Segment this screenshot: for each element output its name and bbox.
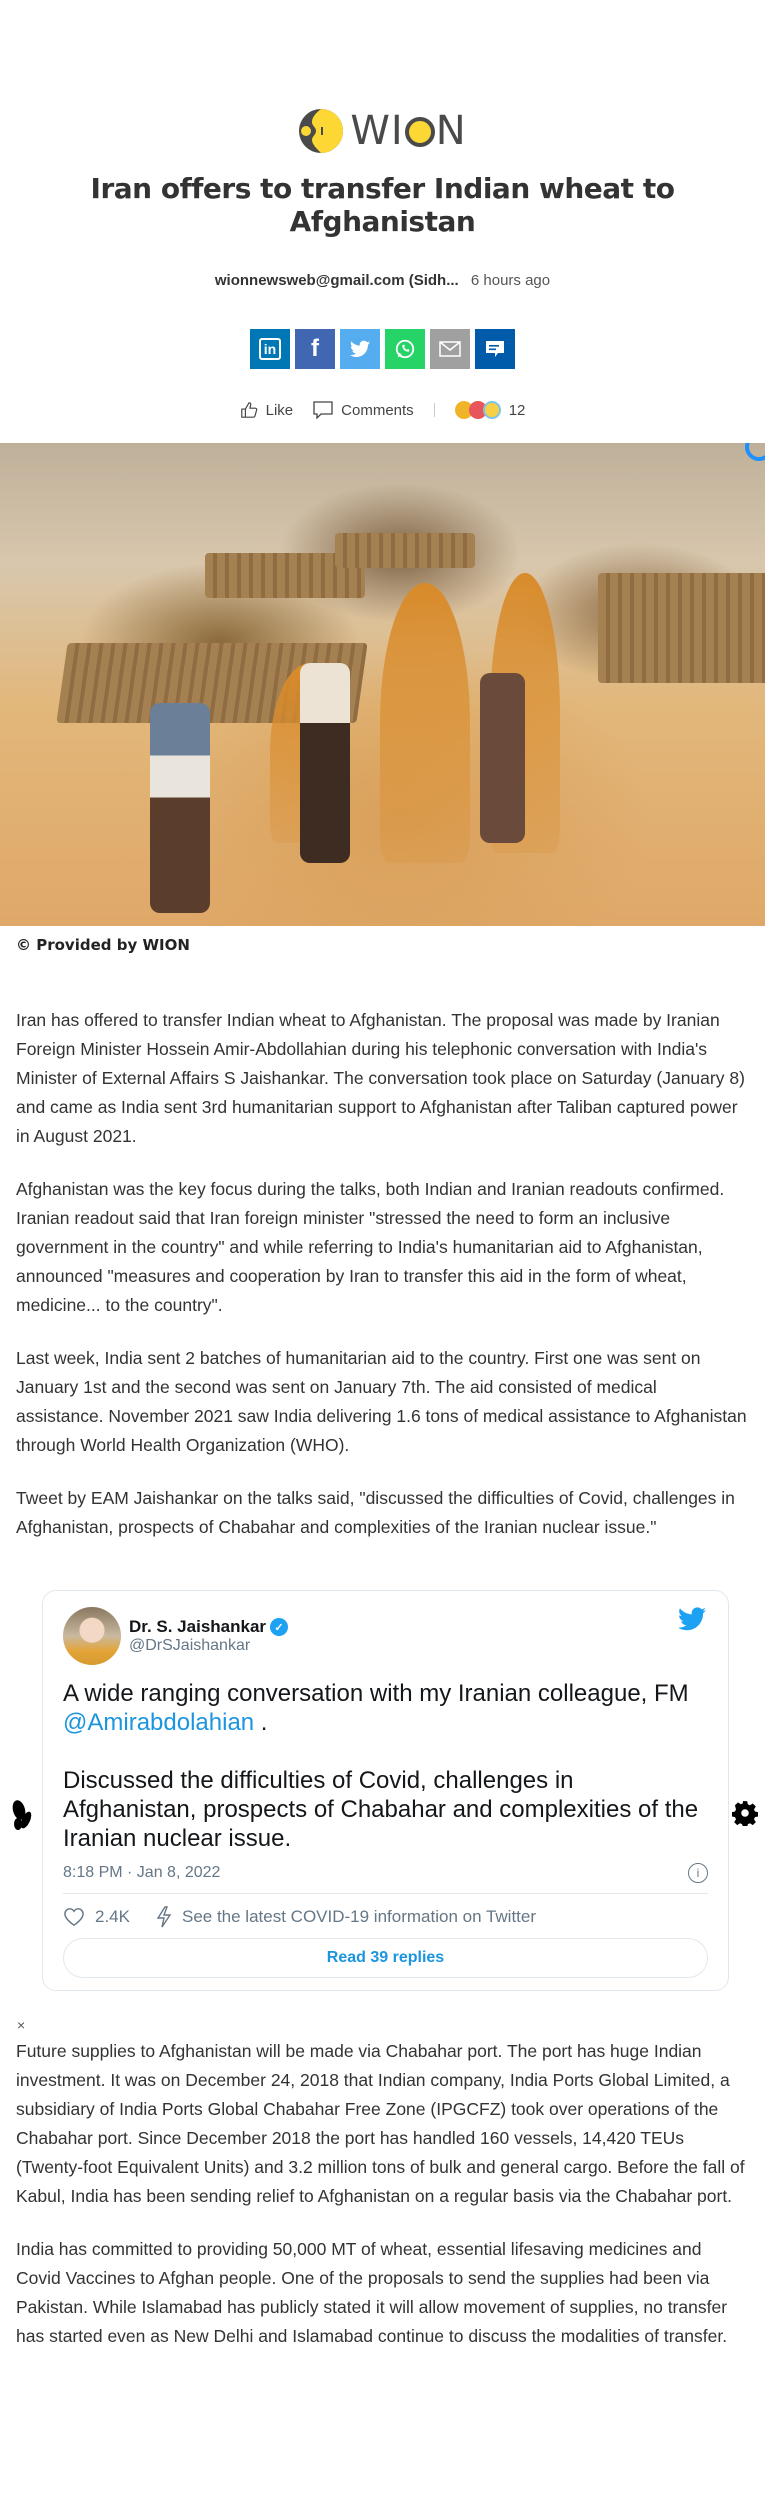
article-paragraph: Iran has offered to transfer Indian wheat to Afghanistan. The proposal was made by Iranian Foreign Minister Hossein Amir-Abdollahian during his telephonic conversation with India's Minister of External Affairs S Jaishankar. The conversation took place on Saturday (January 8) and came as India sent 3rd humanitarian support to Afghanistan after Taliban captured power in August 2021.: [16, 1010, 745, 1146]
article-paragraph: Afghanistan was the key focus during the talks, both Indian and Iranian readouts confirmed. Iranian readout said that Iran foreign minister "stressed the need to form an inclusive government in the country" and while referring to India's humanitarian aid to Afghanistan, announced "measures and cooperation by Iran to transfer this aid in the form of wheat, medicine... to the country".: [16, 1179, 725, 1315]
worker: [480, 673, 525, 843]
tweet-like-button[interactable]: [63, 1907, 130, 1927]
image-credit: © Provided by WION: [16, 936, 190, 954]
author[interactable]: wionnewsweb@gmail.com (Sidh...: [214, 272, 459, 289]
divider: [434, 403, 435, 417]
author-name-text: Dr. S. Jaishankar: [129, 1617, 267, 1636]
tweet-text-part: Discussed the difficulties of Covid, challenges in Afghanistan, prospects of Chabahar and complexities of the Iranian nuclear issue.: [63, 1767, 699, 1852]
tweet-header: [63, 1607, 708, 1665]
read-replies-button[interactable]: Read 39 replies: [63, 1938, 708, 1978]
tweet-meta: [63, 1863, 708, 1894]
tweet-text-part: .: [254, 1709, 268, 1736]
verified-badge-icon: ✓: [270, 1618, 288, 1636]
avatar[interactable]: [63, 1607, 121, 1665]
info-icon[interactable]: i: [688, 1863, 708, 1883]
mention-link[interactable]: @Amirabdolahian: [63, 1709, 255, 1736]
wordmark-n: N: [435, 108, 467, 154]
tweet-author-name[interactable]: [129, 1617, 288, 1637]
comments-label: Comments: [341, 401, 414, 419]
embedded-tweet[interactable]: [42, 1590, 729, 1991]
reactions-summary[interactable]: [455, 401, 526, 419]
wion-wordmark: [350, 108, 466, 154]
thumbs-up-icon: [240, 401, 258, 419]
comments-button[interactable]: [313, 401, 414, 419]
like-label: Like: [265, 401, 294, 419]
tweet-timestamp[interactable]: 8:18 PM · Jan 8, 2022: [63, 1864, 221, 1881]
wion-logo-icon: [298, 108, 344, 154]
article-paragraph: India has committed to providing 50,000 MT of wheat, essential lifesaving medicines and Covid Vaccines to Afghan people. One of the proposals to send the supplies had been via Pakistan. While Islamabad has publicly stated it will allow movement of supplies, no transfer has started even as New Delhi and Islamabad continue to discuss the modalities of transfer.: [16, 2239, 728, 2346]
covid-info-text: See the latest COVID-19 information on Twitter: [181, 1907, 537, 1926]
tweet-text-part: A wide ranging conversation with my Iranian colleague, FM: [63, 1680, 689, 1707]
article-hero-image[interactable]: [0, 443, 765, 926]
whatsapp-icon: [394, 338, 416, 360]
email-icon: [439, 341, 461, 357]
share-comment-button[interactable]: [475, 329, 515, 369]
reaction-count: 12: [508, 401, 526, 419]
share-whatsapp-button[interactable]: [385, 329, 425, 369]
article-paragraph: Tweet by EAM Jaishankar on the talks said, "discussed the difficulties of Covid, challenges in Afghanistan, prospects of Chabahar and complexities of the Iranian nuclear issue.": [16, 1488, 735, 1537]
wordmark-i: I: [390, 108, 404, 154]
reaction-emojis: [455, 401, 501, 419]
worker: [300, 663, 350, 863]
wheat-spray: [380, 583, 470, 863]
covid-info-link[interactable]: [156, 1906, 536, 1928]
grain-sacks: [335, 533, 475, 568]
engagement-bar: [0, 401, 765, 419]
share-facebook-button[interactable]: [295, 329, 335, 369]
wion-logo[interactable]: [0, 0, 765, 156]
gear-icon[interactable]: [732, 1800, 758, 1831]
wordmark-w: W: [350, 108, 391, 154]
comment-icon: [485, 340, 505, 358]
twitter-icon: [350, 340, 370, 358]
wordmark-o: [405, 117, 435, 147]
tweet-actions: [63, 1906, 708, 1928]
share-email-button[interactable]: [430, 329, 470, 369]
linkedin-icon: in: [259, 338, 281, 360]
butterfly-icon[interactable]: [12, 1800, 34, 1835]
heart-icon: [63, 1907, 85, 1927]
tweet-text: [63, 1679, 708, 1853]
laugh-reaction-icon: [483, 401, 501, 419]
share-linkedin-button[interactable]: [250, 329, 290, 369]
grain-sacks: [598, 573, 765, 683]
lightning-icon: [156, 1906, 172, 1928]
comment-bubble-icon: [313, 401, 333, 419]
share-bar: [0, 329, 765, 369]
image-badge-icon: [745, 443, 765, 461]
tweet-author-handle[interactable]: @DrSJaishankar: [129, 1637, 251, 1654]
like-count: 2.4K: [95, 1907, 130, 1926]
facebook-icon: f: [311, 335, 319, 362]
article-title: Iran offers to transfer Indian wheat to Afghanistan: [90, 172, 675, 238]
twitter-bird-icon[interactable]: [678, 1607, 706, 1636]
byline: [0, 272, 765, 289]
share-twitter-button[interactable]: [340, 329, 380, 369]
close-button[interactable]: ×: [17, 2017, 26, 2033]
article-paragraph: Last week, India sent 2 batches of humanitarian aid to the country. First one was sent on January 1st and the second was sent on January 7th. The aid consisted of medical assistance. November 2021 saw India delivering 1.6 tons of medical assistance to Afghanistan through World Health Organization (WHO).: [16, 1348, 747, 1455]
worker: [150, 703, 210, 913]
article-paragraph: Future supplies to Afghanistan will be made via Chabahar port. The port has huge Indian investment. It was on December 24, 2018 that Indian company, India Ports Global Limited, a subsidiary of India Ports Global Chabahar Free Zone (IPGCFZ) took over operations of the Chabahar port. Since December 2018 the port has handled 160 vessels, 14,420 TEUs (Twenty-foot Equivalent Units) and 3.2 million tons of bulk and general cargo. Before the fall of Kabul, India has been sending relief to Afghanistan on a regular basis via the Chabahar port.: [16, 2041, 745, 2206]
like-button[interactable]: [240, 401, 294, 419]
publish-time: 6 hours ago: [470, 272, 551, 289]
